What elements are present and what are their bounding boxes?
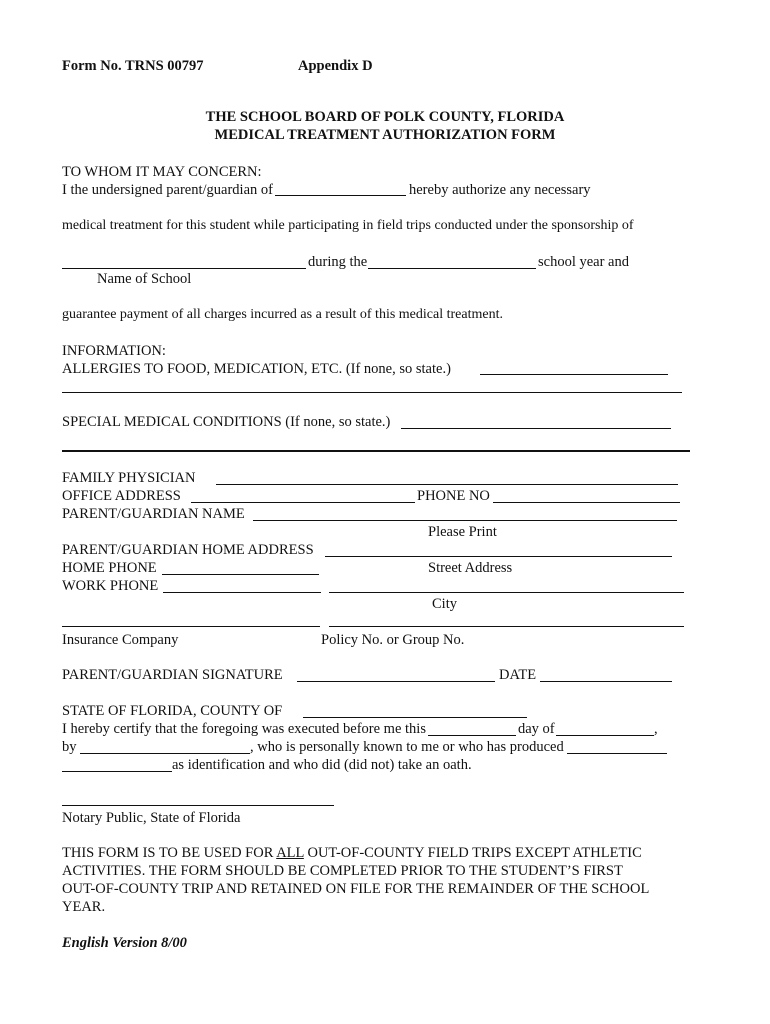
notice-line-1-end: OUT-OF-COUNTY FIELD TRIPS EXCEPT ATHLETIC xyxy=(303,845,642,861)
city-caption: City xyxy=(432,596,457,612)
salutation: TO WHOM IT MAY CONCERN: xyxy=(62,164,262,180)
state-county-label: STATE OF FLORIDA, COUNTY OF xyxy=(62,703,283,719)
home-phone-field[interactable] xyxy=(162,574,319,575)
student-name-field[interactable] xyxy=(275,195,406,196)
special-conditions-field[interactable] xyxy=(401,428,671,429)
please-print-caption: Please Print xyxy=(428,524,497,540)
guardian-name-field[interactable] xyxy=(253,520,677,521)
notary-public-caption: Notary Public, State of Florida xyxy=(62,810,241,826)
street-address-field[interactable] xyxy=(325,556,672,557)
notice-line-2: ACTIVITIES. THE FORM SHOULD BE COMPLETED PRIOR TO THE STUDENT’S FIRST xyxy=(62,863,623,879)
street-address-caption: Street Address xyxy=(428,560,513,576)
policy-number-caption: Policy No. or Group No. xyxy=(321,632,465,648)
version-label: English Version 8/00 xyxy=(62,935,187,951)
school-name-field[interactable] xyxy=(62,268,306,269)
guardian-name-label: PARENT/GUARDIAN NAME xyxy=(62,506,245,522)
city-field[interactable] xyxy=(329,592,684,593)
county-field[interactable] xyxy=(303,717,527,718)
day-of-label: day of xyxy=(518,721,555,737)
by-label: by xyxy=(62,739,77,755)
allergies-field[interactable] xyxy=(480,374,668,375)
notice-all-emphasis: ALL xyxy=(276,845,304,861)
certify-text: I hereby certify that the foregoing was executed before me this xyxy=(62,721,426,737)
allergies-label: ALLERGIES TO FOOD, MEDICATION, ETC. (If none, so state.) xyxy=(62,361,451,377)
form-title: MEDICAL TREATMENT AUTHORIZATION FORM xyxy=(214,127,556,143)
office-phone-field[interactable] xyxy=(493,502,680,503)
information-heading: INFORMATION: xyxy=(62,343,166,359)
home-phone-label: HOME PHONE xyxy=(62,560,157,576)
notary-day-field[interactable] xyxy=(428,735,516,736)
guardian-signature-field[interactable] xyxy=(297,681,495,682)
phone-no-label: PHONE NO xyxy=(417,488,490,504)
school-board-title: THE SCHOOL BOARD OF POLK COUNTY, FLORIDA xyxy=(205,109,565,125)
name-of-school-caption: Name of School xyxy=(97,271,192,287)
allergies-field-continued[interactable] xyxy=(62,392,682,393)
form-number: Form No. TRNS 00797 xyxy=(62,58,204,74)
home-address-label: PARENT/GUARDIAN HOME ADDRESS xyxy=(62,542,314,558)
notary-person-field[interactable] xyxy=(80,753,250,754)
guarantee-text: guarantee payment of all charges incurred as a result of this medical treatment. xyxy=(62,307,503,322)
special-conditions-label: SPECIAL MEDICAL CONDITIONS (If none, so state.) xyxy=(62,414,391,430)
identification-produced-field[interactable] xyxy=(567,753,667,754)
school-year-field[interactable] xyxy=(368,268,536,269)
notice-line-1 xyxy=(62,844,642,862)
appendix-label: Appendix D xyxy=(298,58,373,74)
identification-type-field[interactable] xyxy=(62,771,172,772)
authorize-label: hereby authorize any necessary xyxy=(409,182,591,198)
sponsorship-text: medical treatment for this student while participating in field trips conducted under the sponsorship of xyxy=(62,218,634,233)
office-address-field[interactable] xyxy=(191,502,415,503)
notary-month-field[interactable] xyxy=(556,735,654,736)
guardian-signature-label: PARENT/GUARDIAN SIGNATURE xyxy=(62,667,283,683)
insurance-company-caption: Insurance Company xyxy=(62,632,179,648)
family-physician-field[interactable] xyxy=(216,484,678,485)
notice-line-3: OUT-OF-COUNTY TRIP AND RETAINED ON FILE FOR THE REMAINDER OF THE SCHOOL xyxy=(62,881,650,897)
section-divider xyxy=(62,450,690,452)
school-year-label: school year and xyxy=(538,254,629,270)
family-physician-label: FAMILY PHYSICIAN xyxy=(62,470,196,486)
policy-number-field[interactable] xyxy=(329,626,684,627)
personally-known-text: , who is personally known to me or who has produced xyxy=(250,739,564,755)
notary-signature-field[interactable] xyxy=(62,805,334,806)
office-address-label: OFFICE ADDRESS xyxy=(62,488,181,504)
notice-line-4: YEAR. xyxy=(62,899,106,915)
undersigned-label: I the undersigned parent/guardian of xyxy=(62,182,273,198)
during-the-label: during the xyxy=(308,254,368,270)
signature-date-field[interactable] xyxy=(540,681,672,682)
day-of-comma: , xyxy=(654,721,658,737)
date-label: DATE xyxy=(499,667,537,683)
notice-line-1-start: THIS FORM IS TO BE USED FOR xyxy=(62,845,277,861)
identification-text: as identification and who did (did not) take an oath. xyxy=(172,757,472,773)
insurance-company-field[interactable] xyxy=(62,626,320,627)
work-phone-label: WORK PHONE xyxy=(62,578,159,594)
work-phone-field[interactable] xyxy=(163,592,321,593)
